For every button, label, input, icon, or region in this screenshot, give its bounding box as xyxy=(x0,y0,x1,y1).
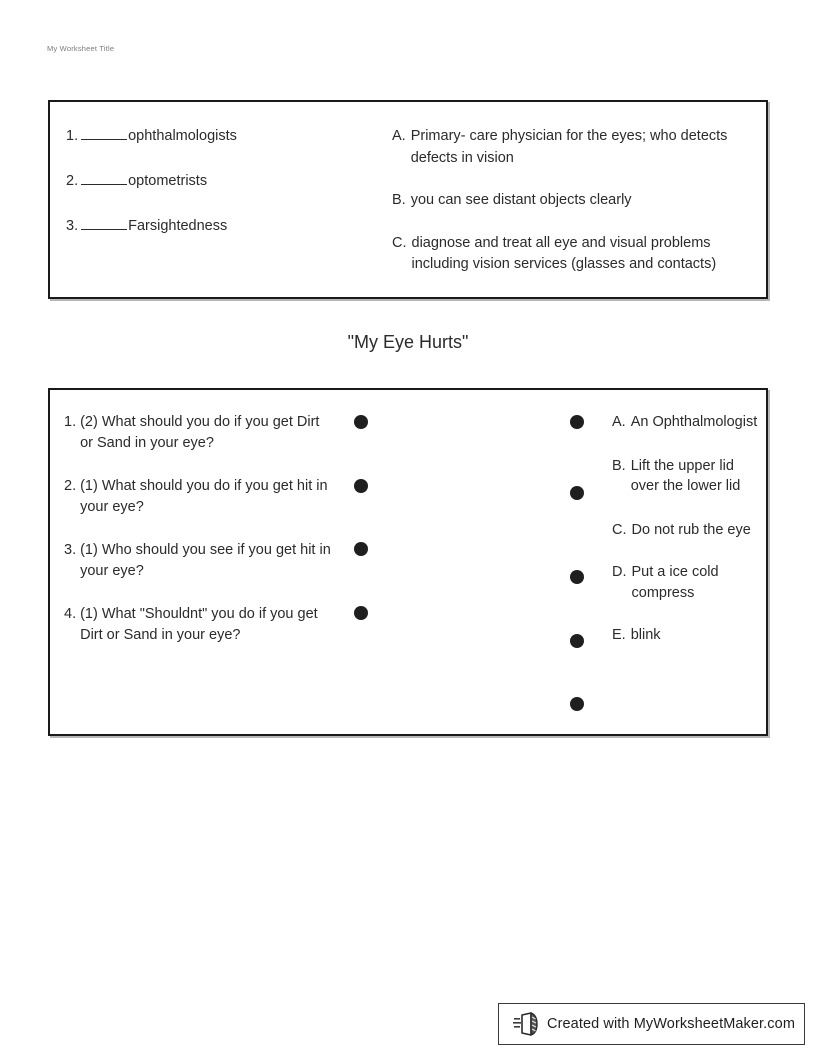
answer-connector-dot-slot[interactable] xyxy=(570,631,590,652)
section-heading: "My Eye Hurts" xyxy=(347,332,469,352)
matching-definitions-column xyxy=(392,126,750,276)
answer-connector-dots-column xyxy=(570,412,590,715)
dot-matching-answer-text: blink xyxy=(630,627,661,643)
connector-dot-icon[interactable] xyxy=(354,415,368,429)
matching-term-number: 3. xyxy=(66,218,79,234)
dot-matching-question-text: (1) Who should you see if you get hit in your eye? xyxy=(80,542,331,579)
matching-definition-text: Primary- care physician for the eyes; who detects defects in vision xyxy=(410,128,728,166)
dot-matching-questions-column xyxy=(64,412,332,645)
dot-matching-answer-text: Put a ice cold compress xyxy=(631,564,719,601)
matching-answer-blank[interactable] xyxy=(81,171,127,185)
dot-matching-answer-row[interactable] xyxy=(612,520,758,541)
matching-definition-row[interactable] xyxy=(392,126,750,169)
matching-term-row[interactable] xyxy=(66,171,386,192)
connector-dot-icon[interactable] xyxy=(570,634,584,648)
matching-answer-blank[interactable] xyxy=(81,216,127,230)
dot-matching-question-row[interactable] xyxy=(64,604,332,645)
dot-matching-box-inner xyxy=(50,390,766,734)
matching-definition-letter: A. xyxy=(392,128,406,144)
matching-term-number: 2. xyxy=(66,173,79,189)
matching-definition-row[interactable] xyxy=(392,233,750,276)
matching-definition-letter: B. xyxy=(392,192,406,208)
matching-term-row[interactable] xyxy=(66,216,386,237)
dot-matching-question-text: (1) What should you do if you get hit in your eye? xyxy=(80,478,328,515)
matching-term-label: ophthalmologists xyxy=(128,128,237,144)
connector-dot-icon[interactable] xyxy=(354,479,368,493)
dot-matching-answer-text: Lift the upper lid over the lower lid xyxy=(630,457,741,494)
answer-connector-dot-slot[interactable] xyxy=(570,412,590,433)
answer-connector-dot-slot[interactable] xyxy=(570,694,590,715)
dot-matching-question-text: (2) What should you do if you get Dirt or Sand in your eye? xyxy=(80,414,320,451)
answer-connector-dot-slot[interactable] xyxy=(570,567,590,588)
connector-dot-icon[interactable] xyxy=(570,415,584,429)
created-with-badge-text: Created with MyWorksheetMaker.com xyxy=(547,1016,796,1032)
dot-matching-answer-letter: E. xyxy=(612,627,626,643)
dot-matching-question-number: 3. xyxy=(64,542,77,558)
dot-matching-answer-text: An Ophthalmologist xyxy=(630,414,758,430)
worksheet-maker-logo-icon xyxy=(513,1011,539,1037)
matching-term-label: Farsightedness xyxy=(128,218,228,234)
dot-matching-question-number: 1. xyxy=(64,414,77,430)
connector-dot-icon[interactable] xyxy=(570,486,584,500)
worksheet-title: My Worksheet Title xyxy=(47,44,115,53)
matching-definition-row[interactable] xyxy=(392,190,750,212)
dot-matching-answer-text: Do not rub the eye xyxy=(631,521,751,538)
dot-matching-answer-letter: C. xyxy=(612,521,627,538)
dot-matching-question-box xyxy=(48,388,768,736)
dot-matching-question-text: (1) What "Shouldnt" you do if you get Dirt or Sand in your eye? xyxy=(80,606,318,643)
matching-answer-blank[interactable] xyxy=(81,126,127,140)
matching-term-row[interactable] xyxy=(66,126,386,147)
dot-matching-answer-row[interactable] xyxy=(612,456,758,497)
question-connector-dots-column xyxy=(354,412,374,623)
created-with-badge[interactable] xyxy=(498,1003,805,1045)
question-connector-dot-slot[interactable] xyxy=(354,603,374,624)
dot-matching-answer-row[interactable] xyxy=(612,562,758,603)
dot-matching-answer-row[interactable] xyxy=(612,412,758,433)
matching-terms-column xyxy=(66,126,386,237)
question-connector-dot-slot[interactable] xyxy=(354,539,374,560)
dot-matching-question-number: 4. xyxy=(64,606,77,622)
connector-dot-icon[interactable] xyxy=(354,606,368,620)
dot-matching-question-row[interactable] xyxy=(64,540,332,581)
dot-matching-question-row[interactable] xyxy=(64,412,332,453)
dot-matching-answer-row[interactable] xyxy=(612,625,758,646)
connector-dot-icon[interactable] xyxy=(354,542,368,556)
answer-connector-dot-slot[interactable] xyxy=(570,483,590,504)
question-connector-dot-slot[interactable] xyxy=(354,476,374,497)
dot-matching-question-number: 2. xyxy=(64,478,77,494)
connector-dot-icon[interactable] xyxy=(570,570,584,584)
dot-matching-answers-column xyxy=(612,412,758,646)
matching-definition-text: diagnose and treat all eye and visual problems including vision services (glasses and contacts) xyxy=(411,234,717,272)
matching-term-number: 1. xyxy=(66,128,79,144)
dot-matching-question-row[interactable] xyxy=(64,476,332,517)
matching-box-inner xyxy=(50,102,766,297)
matching-definition-text: you can see distant objects clearly xyxy=(410,192,632,208)
question-connector-dot-slot[interactable] xyxy=(354,412,374,433)
matching-question-box xyxy=(48,100,768,299)
matching-term-label: optometrists xyxy=(128,173,208,189)
matching-definition-letter: C. xyxy=(392,234,407,251)
dot-matching-answer-letter: D. xyxy=(612,564,627,580)
connector-dot-icon[interactable] xyxy=(570,697,584,711)
dot-matching-answer-letter: B. xyxy=(612,457,626,474)
dot-matching-answer-letter: A. xyxy=(612,414,626,430)
